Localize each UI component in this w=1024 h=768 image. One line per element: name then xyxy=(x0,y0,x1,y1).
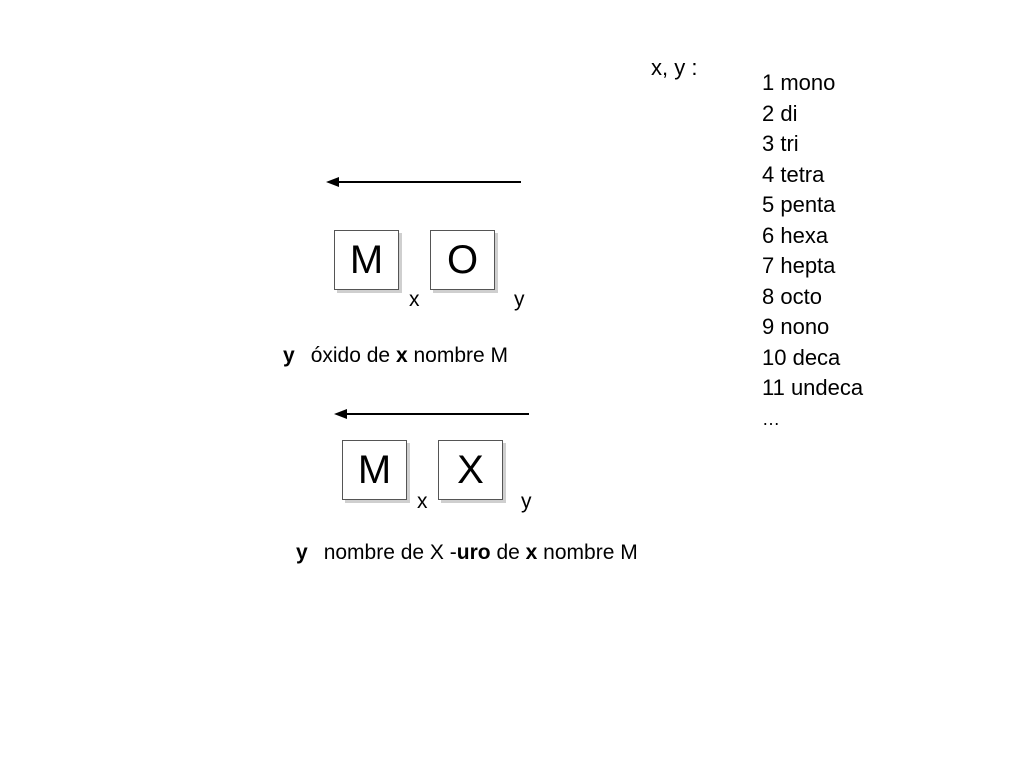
binary-arrow-icon xyxy=(328,406,538,422)
binary-subscript-x: x xyxy=(417,490,428,513)
prefix-item: 6 hexa xyxy=(762,222,829,248)
binary-name-x: x xyxy=(525,541,538,564)
prefix-item: 11 undeca xyxy=(762,375,864,400)
binary-name-end: nombre M xyxy=(543,541,638,564)
oxide-arrow-icon xyxy=(320,174,530,190)
oxide-name-x: x xyxy=(395,344,408,367)
prefix-item: 2 di xyxy=(762,100,798,126)
oxide-metal-box xyxy=(334,230,399,290)
oxide-anion-box xyxy=(430,230,495,290)
binary-metal-box xyxy=(342,440,407,500)
oxide-name-y: y xyxy=(283,344,295,367)
binary-name-rule xyxy=(296,541,638,565)
prefix-header: x, y : xyxy=(651,55,698,80)
prefix-item: 5 penta xyxy=(762,192,836,217)
binary-name-y: y xyxy=(296,541,308,564)
binary-name-start: nombre de X - xyxy=(323,541,457,564)
prefix-item: 9 nono xyxy=(762,314,830,339)
prefix-ellipsis: … xyxy=(762,408,780,429)
prefix-item: 8 octo xyxy=(762,283,822,309)
prefix-item: 4 tetra xyxy=(762,161,825,187)
binary-anion-box xyxy=(438,440,503,500)
prefix-item: 1 mono xyxy=(762,70,836,95)
oxide-anion-symbol: O xyxy=(446,238,479,282)
prefix-item: 10 deca xyxy=(762,344,841,370)
prefix-list xyxy=(762,68,863,434)
prefix-item: 7 hepta xyxy=(762,253,836,278)
oxide-name-mid: óxido de xyxy=(310,344,391,367)
binary-metal-symbol: M xyxy=(357,448,392,492)
oxide-subscript-y: y xyxy=(514,288,525,311)
oxide-name-rule xyxy=(283,344,508,368)
binary-subscript-y: y xyxy=(521,490,532,513)
oxide-subscript-x: x xyxy=(409,288,420,311)
binary-name-uro: uro xyxy=(456,541,491,564)
binary-name-de: de xyxy=(496,541,520,564)
prefix-item: 3 tri xyxy=(762,131,799,156)
binary-anion-symbol: X xyxy=(457,448,484,492)
oxide-name-end: nombre M xyxy=(413,344,508,367)
oxide-metal-symbol: M xyxy=(349,238,384,282)
